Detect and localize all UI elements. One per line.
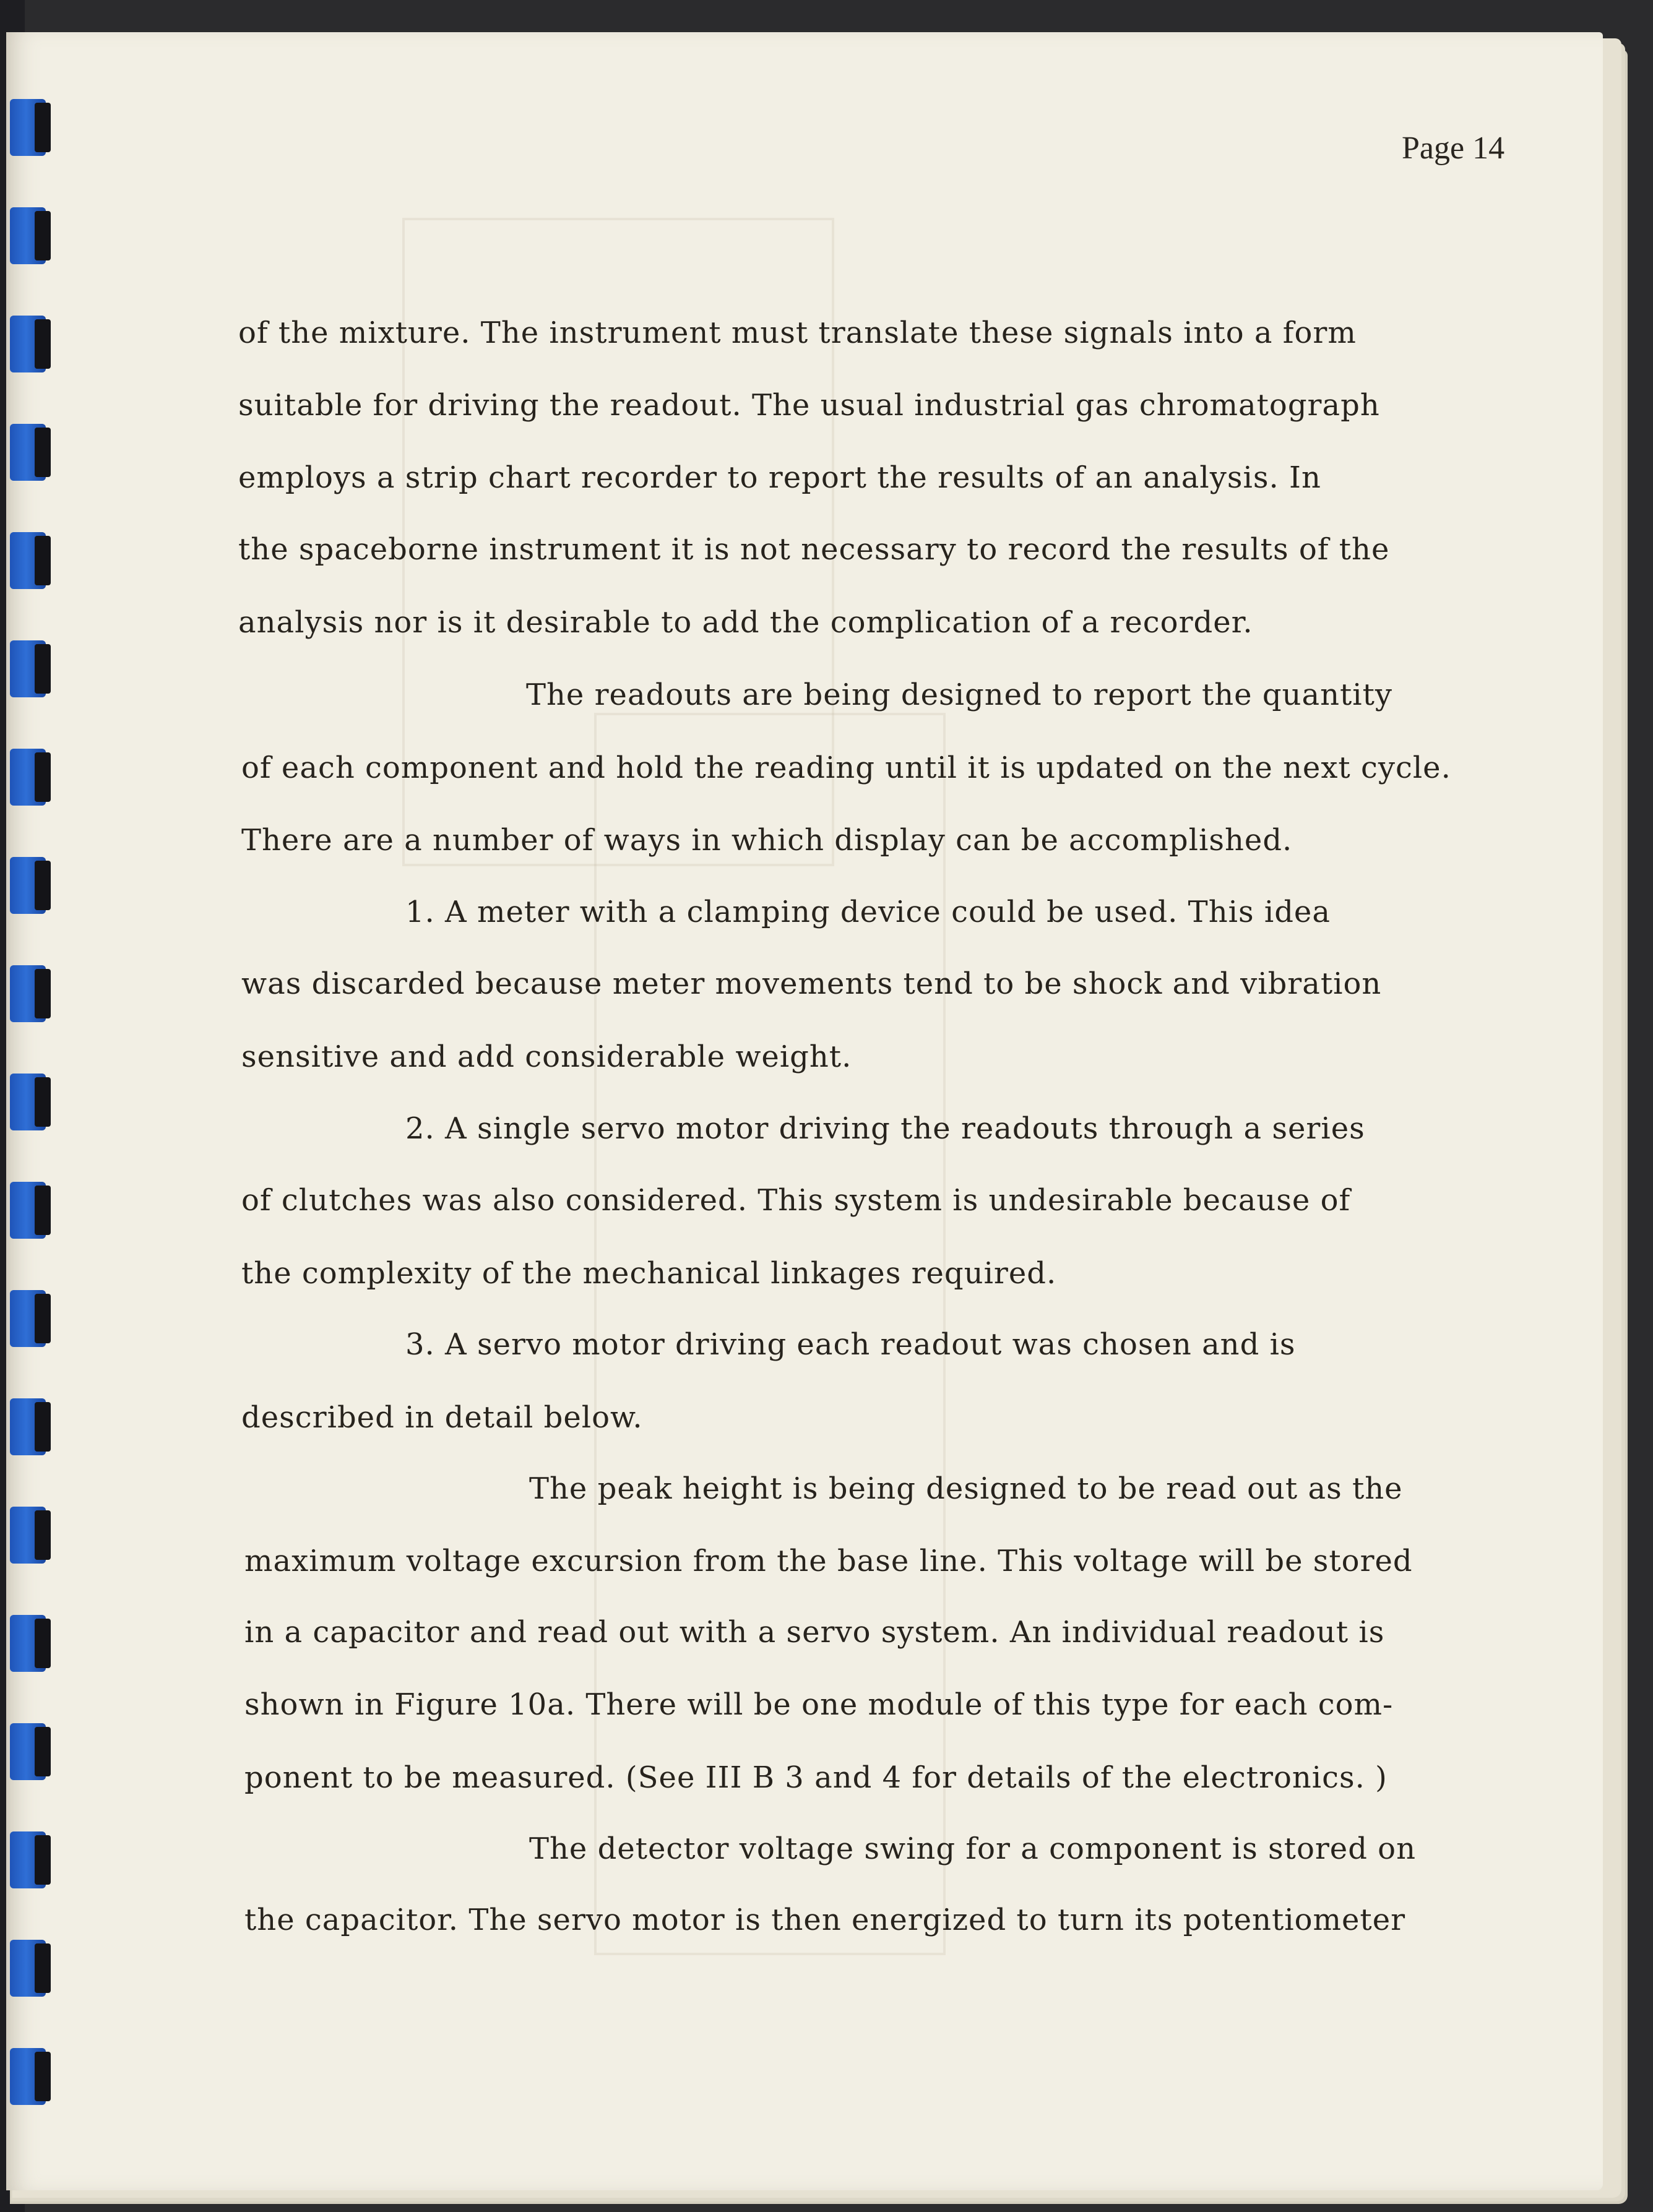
binding-coil — [10, 640, 46, 697]
text-line: sensitive and add considerable weight. — [241, 1039, 852, 1074]
binding-coil — [10, 1615, 46, 1672]
text-line: the spaceborne instrument it is not necessary to record the results of the — [238, 532, 1390, 567]
text-line: There are a number of ways in which display can be accomplished. — [241, 823, 1293, 858]
text-line: 3. A servo motor driving each readout was chosen and is — [405, 1327, 1296, 1362]
binding-coil — [10, 1290, 46, 1347]
text-line: employs a strip chart recorder to report the results of an analysis. In — [238, 460, 1321, 495]
binding-coil — [10, 99, 46, 156]
text-line: maximum voltage excursion from the base line. This voltage will be stored — [244, 1544, 1413, 1578]
binding-coil — [10, 316, 46, 372]
text-line: ponent to be measured. (See III B 3 and 4 for details of the electronics. ) — [244, 1760, 1388, 1795]
text-line: was discarded because meter movements tend to be shock and vibration — [241, 966, 1382, 1001]
text-line: suitable for driving the readout. The usual industrial gas chromatograph — [238, 388, 1380, 423]
text-line: 2. A single servo motor driving the readouts through a series — [405, 1111, 1365, 1146]
binding-coil — [10, 1507, 46, 1564]
text-line: the complexity of the mechanical linkages required. — [241, 1256, 1057, 1291]
binding-coil — [10, 857, 46, 914]
binding-coil — [10, 1182, 46, 1239]
text-line: the capacitor. The servo motor is then energized to turn its potentiometer — [244, 1903, 1406, 1937]
binding-coil — [10, 2048, 46, 2105]
binding-coil — [10, 749, 46, 806]
text-line: of each component and hold the reading until it is updated on the next cycle. — [241, 751, 1451, 785]
text-line: The readouts are being designed to report the quantity — [526, 678, 1393, 712]
binding-coil — [10, 965, 46, 1022]
binding-coil — [10, 424, 46, 481]
binding-coil — [10, 1940, 46, 1997]
binding-coil — [10, 1074, 46, 1130]
page-number: Page 14 — [1402, 131, 1505, 166]
binding-coil — [10, 1831, 46, 1888]
text-line: described in detail below. — [241, 1400, 643, 1435]
binding-coil — [10, 532, 46, 589]
binding-coil — [10, 1723, 46, 1780]
text-line: 1. A meter with a clamping device could be used. This idea — [405, 895, 1331, 929]
text-line: of the mixture. The instrument must translate these signals into a form — [238, 316, 1357, 350]
text-line: The detector voltage swing for a component is stored on — [529, 1831, 1416, 1866]
text-line: in a capacitor and read out with a servo system. An individual readout is — [244, 1615, 1385, 1650]
binding-coil — [10, 207, 46, 264]
text-line: shown in Figure 10a. There will be one module of this type for each com- — [244, 1687, 1394, 1722]
text-line: of clutches was also considered. This system is undesirable because of — [241, 1183, 1351, 1218]
text-line: The peak height is being designed to be read out as the — [529, 1471, 1403, 1506]
binding-coil — [10, 1398, 46, 1455]
text-line: analysis nor is it desirable to add the complication of a recorder. — [238, 605, 1253, 640]
